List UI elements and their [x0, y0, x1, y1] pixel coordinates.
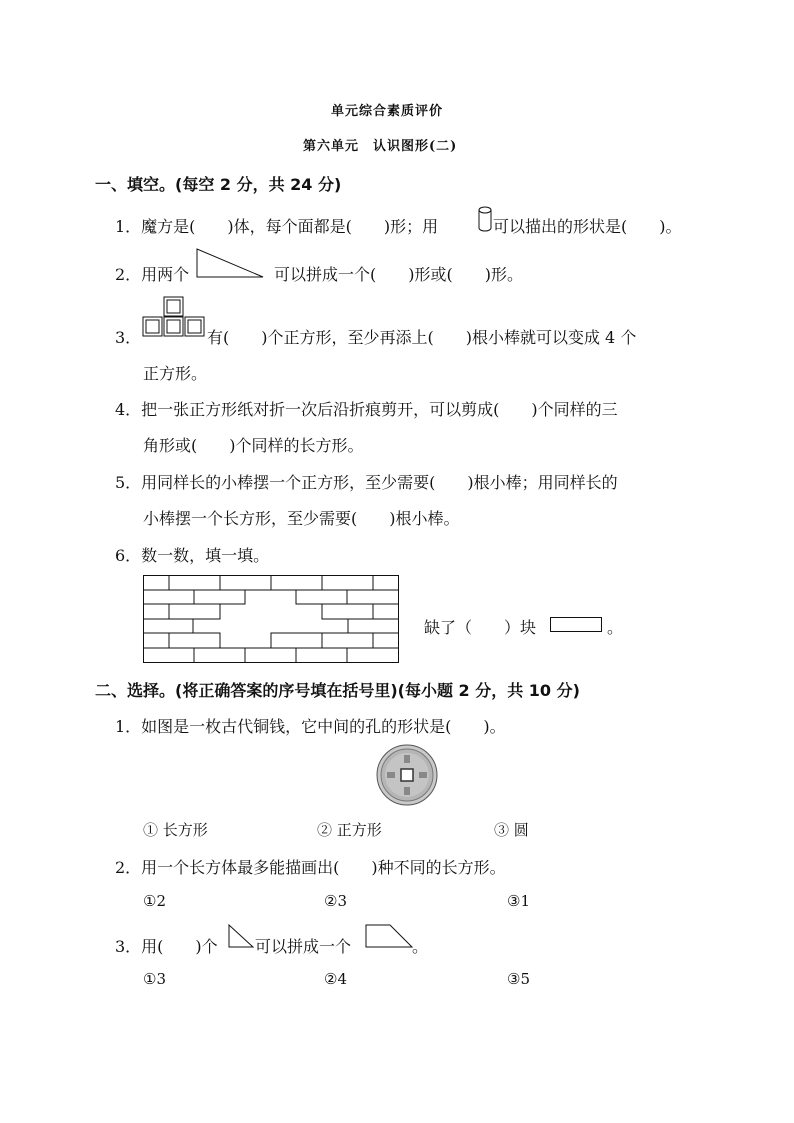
s2-q2-option-1[interactable]: ①2: [143, 892, 166, 910]
s1-q3-part2: 有( )个正方形，至少再添上( )根小棒就可以变成 4 个: [207, 328, 637, 347]
s2-q2-option-2[interactable]: ②3: [324, 892, 347, 910]
trapezoid-icon: [365, 924, 413, 948]
s2-q2-option-3[interactable]: ③1: [507, 892, 530, 910]
cylinder-icon: [478, 206, 492, 232]
s2-q1-text: 1．如图是一枚古代铜钱，它中间的孔的形状是( )。: [115, 717, 506, 736]
brick-icon: [550, 617, 602, 632]
s1-q3-part1: 3．: [115, 328, 142, 347]
s1-q2-part1: 2．用两个: [115, 265, 190, 284]
section2-heading: 二、选择。(将正确答案的序号填在括号里)(每小题 2 分，共 10 分): [95, 681, 580, 700]
s2-q3-part1: 3．用( )个: [115, 937, 218, 956]
s1-q3-part3: 正方形。: [143, 364, 208, 383]
s1-q6-text: 6．数一数，填一填。: [115, 546, 270, 565]
s1-q1-part2: 可以描出的形状是( )。: [493, 217, 682, 236]
s2-q2-text: 2．用一个长方体最多能描画出( )种不同的长方形。: [115, 858, 506, 877]
ancient-coin-figure: [376, 744, 438, 806]
s2-q3-option-3[interactable]: ③5: [507, 970, 530, 988]
matchstick-squares-figure: [142, 296, 206, 338]
s1-q6-end: 。: [607, 618, 624, 637]
s2-q1-option-3[interactable]: ③ 圆: [494, 821, 529, 839]
s2-q3-part3: 。: [412, 937, 429, 956]
s2-q1-option-2[interactable]: ② 正方形: [317, 821, 382, 839]
s1-q2-part2: 可以拼成一个( )形或( )形。: [274, 265, 523, 284]
page-subtitle: 第六单元 认识图形(二): [303, 139, 458, 154]
section1-heading: 一、填空。(每空 2 分，共 24 分): [95, 175, 342, 194]
s2-q1-option-1[interactable]: ① 长方形: [143, 821, 208, 839]
s1-q5-line2: 小棒摆一个长方形，至少需要( )根小棒。: [143, 509, 460, 528]
s1-q6-missing-text: 缺了（ ）块: [424, 618, 537, 637]
s2-q3-part2: 可以拼成一个: [255, 937, 352, 956]
s1-q4-line1: 4．把一张正方形纸对折一次后沿折痕剪开，可以剪成( )个同样的三: [115, 400, 618, 419]
page-title: 单元综合素质评价: [331, 104, 444, 119]
brick-wall-figure: [143, 575, 399, 663]
s1-q5-line1: 5．用同样长的小棒摆一个正方形，至少需要( )根小棒；用同样长的: [115, 473, 618, 492]
s1-q1-part1: 1．魔方是( )体，每个面都是( )形；用: [115, 217, 439, 236]
s2-q3-option-1[interactable]: ①3: [143, 970, 166, 988]
right-triangle-icon: [196, 248, 264, 278]
s1-q4-line2: 角形或( )个同样的长方形。: [143, 436, 364, 455]
s2-q3-option-2[interactable]: ②4: [324, 970, 347, 988]
small-triangle-icon: [228, 924, 254, 948]
